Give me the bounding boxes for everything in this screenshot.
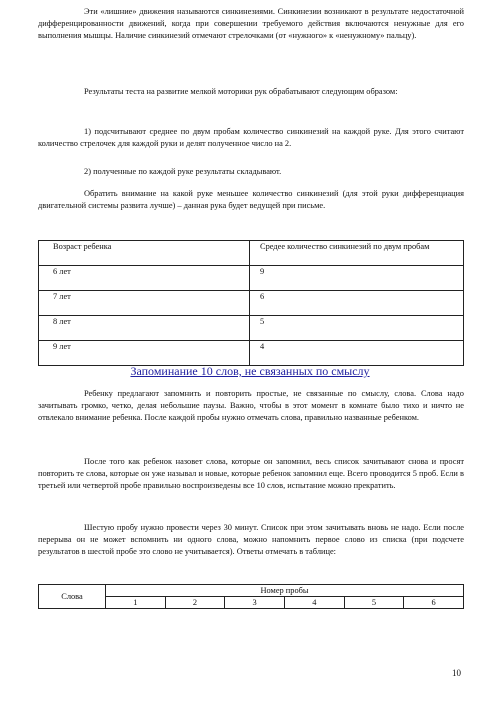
trial-cell: 1 xyxy=(106,597,166,609)
section-heading: Запоминание 10 слов, не связанных по смыслу xyxy=(130,364,370,378)
table-header-row xyxy=(39,585,464,597)
value-cell: 4 xyxy=(250,341,464,366)
trial-cell: 6 xyxy=(404,597,464,609)
header-trial-number: Номер пробы xyxy=(106,585,464,597)
paragraph-processing-intro: Результаты теста на развитие мелкой моторики рук обрабатывают следующим образом: xyxy=(84,87,398,96)
motor-skills-table xyxy=(38,240,464,366)
age-cell: 8 лет xyxy=(39,316,250,341)
value-cell: 9 xyxy=(250,266,464,291)
value-cell: 5 xyxy=(250,316,464,341)
paragraph-step-2: 2) полученные по каждой руке результаты складывают. xyxy=(84,167,282,176)
age-cell: 9 лет xyxy=(39,341,250,366)
value-cell: 6 xyxy=(250,291,464,316)
table-header-row xyxy=(39,241,464,266)
age-cell: 6 лет xyxy=(39,266,250,291)
trial-cell: 2 xyxy=(165,597,225,609)
table-row xyxy=(39,316,464,341)
paragraph-memory-instructions: Ребенку предлагают запомнить и повторить простые, не связанные по смыслу, слова. Слова надо зачитывать громко, четко, делая небольшие паузы. Важно, чтобы в этот момент в комнате было тихо и ничто не отвлекало внимание ребенка. После каждой пробы нужно отмечать слова, правильно названные ребенком. xyxy=(38,389,464,422)
page-number: 10 xyxy=(452,668,461,678)
trial-cell: 4 xyxy=(284,597,344,609)
paragraph-memory-procedure: После того как ребенок назовет слова, которые он запомнил, весь список зачитывают снова и просят повторить те слова, которые он уже называл и новые, которые ребенок запомнил еще. Всего проводится 5 проб. Если в третьей или четвертой пробе правильно воспроизведены все 10 слов, испытание можно прекратить. xyxy=(38,457,464,490)
table-row xyxy=(39,341,464,366)
paragraph-memory-sixth-trial: Шестую пробу нужно провести через 30 минут. Список при этом зачитывать вновь не надо. Если после перерыва он не может вспомнить ни одного слова, можно напомнить первое слово из списка (при подсчете результатов в шестой пробе это слово не учитывается). Ответы отмечать в таблице: xyxy=(38,523,464,556)
paragraph-leading-hand: Обратить внимание на какой руке меньшее количество синкинезий (для этой руки дифференциация двигательной системы развита лучше) – данная рука будет ведущей при письме. xyxy=(38,189,464,210)
words-results-table xyxy=(38,584,464,609)
trial-cell: 3 xyxy=(225,597,285,609)
table-row xyxy=(39,266,464,291)
table-row xyxy=(39,291,464,316)
paragraph-step-1: 1) подсчитывают среднее по двум пробам количество синкинезий на каждой руке. Для этого считают количество стрелочек для каждой руки и делят полученное число на 2. xyxy=(38,127,464,148)
paragraph-synkinesis-definition: Эти «лишние» движения называются синкинезиями. Синкинезии возникают в результате недостаточной дифференцированности движений, когда при совершении требуемого действия включаются ненужные для его выполнения мышцы. Наличие синкинезий отмечают стрелочками (от «нужного» к «ненужному» пальцу). xyxy=(38,7,464,40)
age-cell: 7 лет xyxy=(39,291,250,316)
header-words: Слова xyxy=(39,585,106,609)
header-age: Возраст ребенка xyxy=(39,241,250,266)
trial-cell: 5 xyxy=(344,597,404,609)
header-average: Средее количество синкинезий по двум пробам xyxy=(250,241,464,266)
